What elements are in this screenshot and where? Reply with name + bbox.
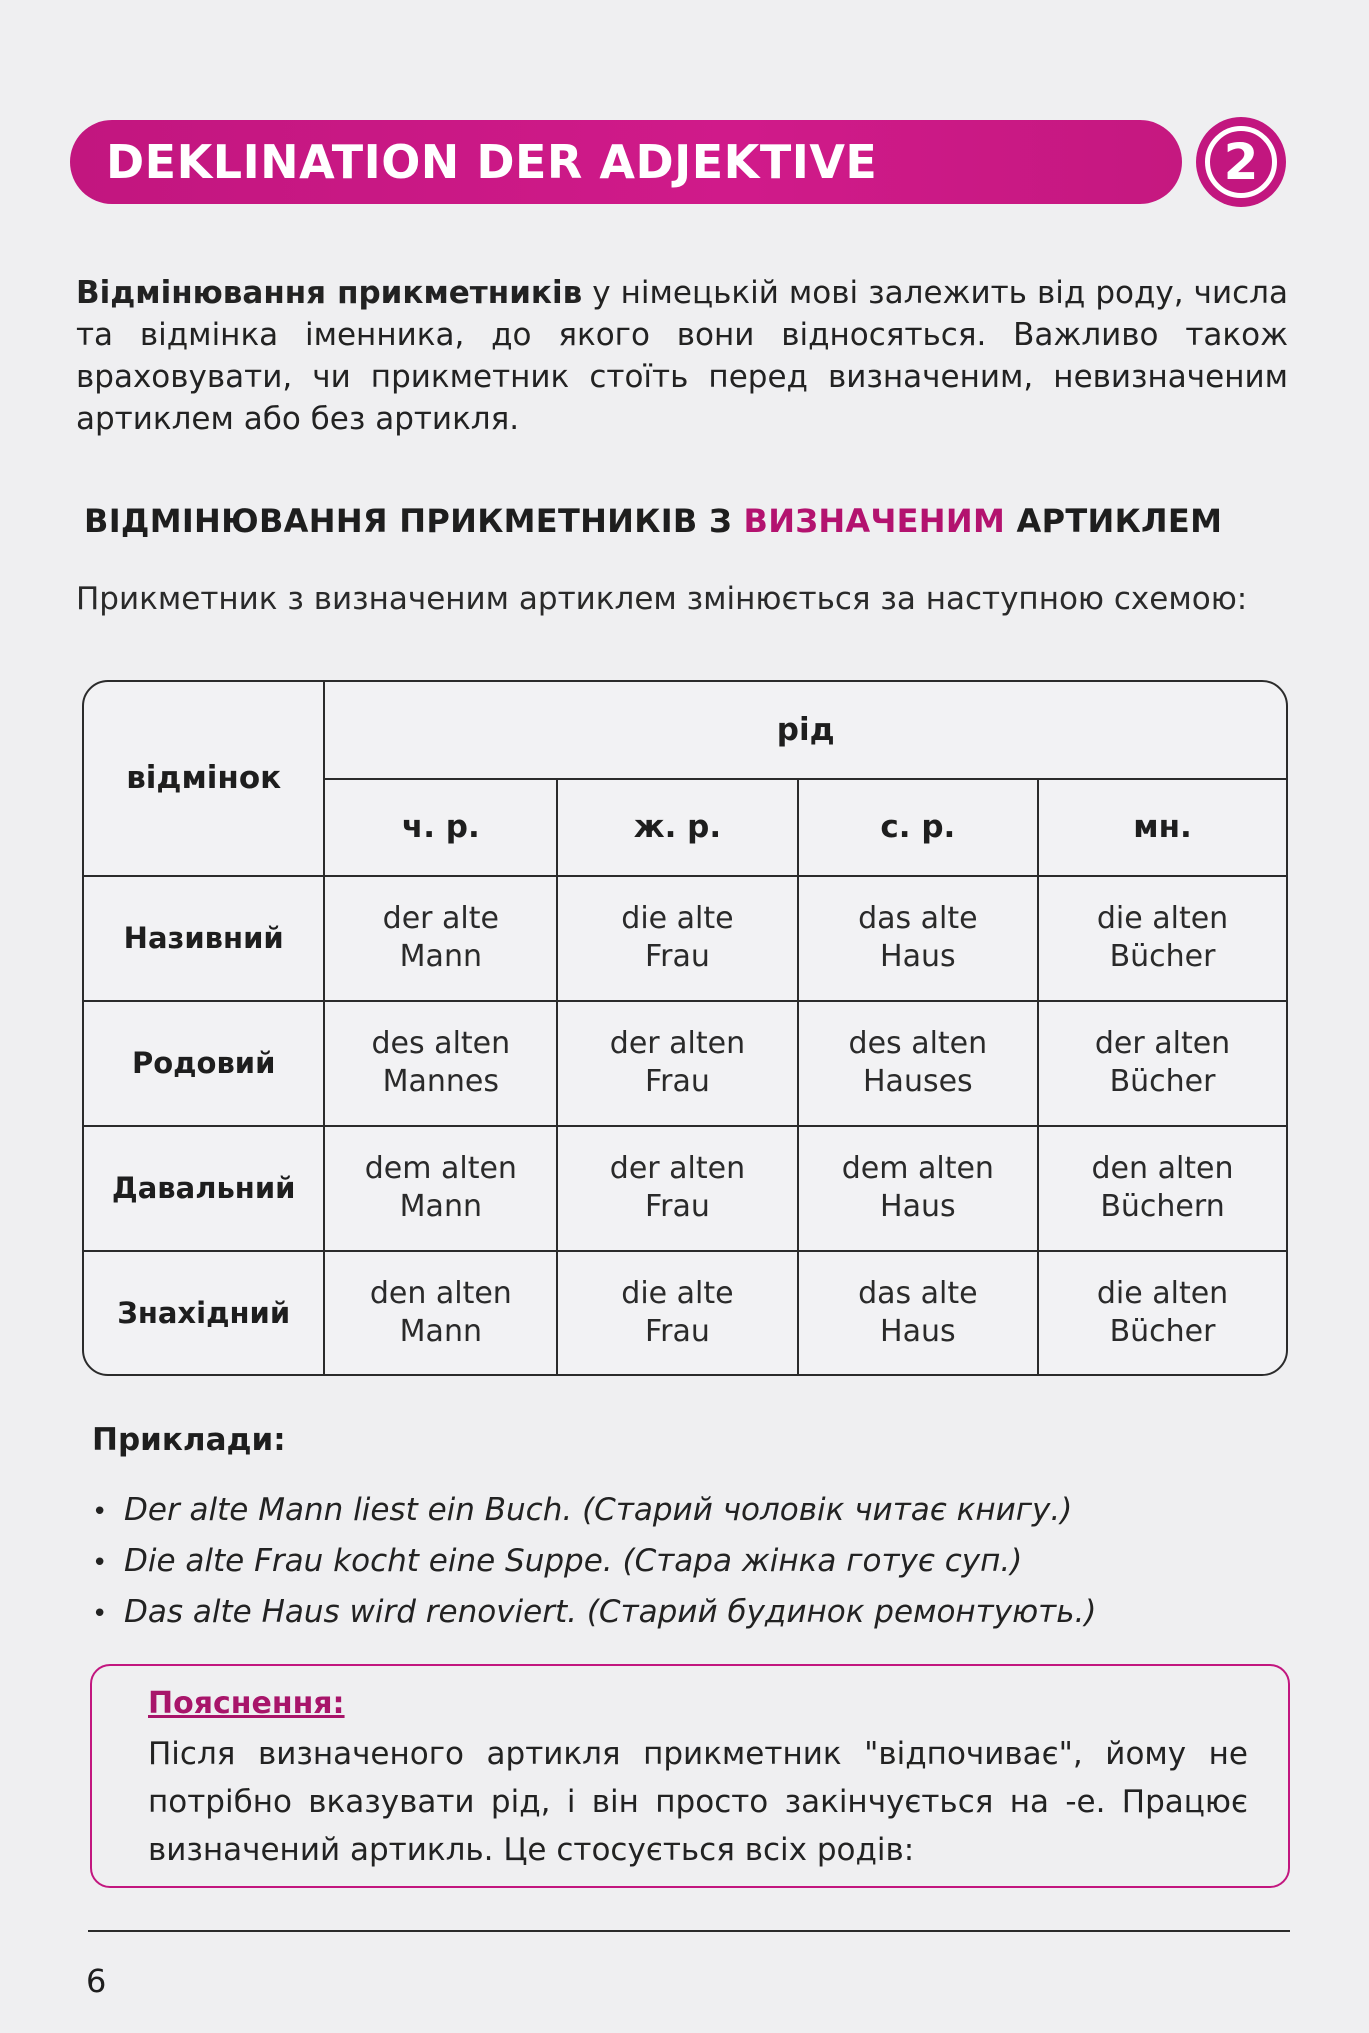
cell-line: Bücher xyxy=(1109,939,1216,975)
example-text: Das alte Haus wird renoviert. (Старий будинок ремонтують.) xyxy=(124,1594,1097,1630)
column-header-feminine: ж. р. xyxy=(557,779,797,876)
cell-line: Haus xyxy=(880,1189,956,1225)
list-item xyxy=(92,1588,1272,1639)
cell-line: Haus xyxy=(880,939,956,975)
gender-header: рід xyxy=(324,682,1286,779)
cell-line: den alten xyxy=(1091,1151,1234,1187)
cell-line: dem alten xyxy=(364,1151,517,1187)
chapter-title: DEKLINATION DER ADJEKTIVE xyxy=(106,135,878,189)
cell-line: des alten xyxy=(848,1026,988,1062)
bullet-icon: • xyxy=(92,1497,108,1527)
chapter-number-badge xyxy=(1196,117,1286,207)
column-header-plural: мн. xyxy=(1038,779,1286,876)
explanation-box xyxy=(90,1664,1290,1888)
cell-line: Frau xyxy=(645,1189,710,1225)
examples-title: Приклади: xyxy=(92,1422,286,1458)
table-cell xyxy=(557,1001,797,1126)
column-header-neuter: с. р. xyxy=(798,779,1038,876)
table-cell xyxy=(798,876,1038,1001)
cell-line: Mann xyxy=(399,1189,482,1225)
table-cell xyxy=(324,1251,557,1374)
cell-line: das alte xyxy=(858,901,978,937)
cell-line: dem alten xyxy=(841,1151,994,1187)
case-column-header: відмінок xyxy=(84,682,324,876)
section-lead: Прикметник з визначеним артиклем змінюється за наступною схемою: xyxy=(76,581,1248,617)
cell-line: des alten xyxy=(371,1026,511,1062)
table-cell xyxy=(557,1251,797,1374)
table-cell xyxy=(324,1001,557,1126)
list-item xyxy=(92,1537,1272,1588)
bullet-icon: • xyxy=(92,1548,108,1578)
cell-line: Bücher xyxy=(1109,1313,1216,1349)
intro-text: у німецькій мові залежить від роду, числа та відмінка іменника, до якого вони відносяться. Важливо також враховувати, чи прикметник стоїть перед визначеним, невизначеним артиклем або без артикля. xyxy=(76,275,1288,437)
cell-line: das alte xyxy=(858,1275,978,1311)
cell-line: Haus xyxy=(880,1313,956,1349)
cell-line: Hauses xyxy=(863,1064,973,1100)
cell-line: der alten xyxy=(609,1151,746,1187)
cell-line: die alten xyxy=(1096,901,1229,937)
cell-line: Frau xyxy=(645,1064,710,1100)
case-label: Родовий xyxy=(84,1001,324,1126)
case-label: Називний xyxy=(84,876,324,1001)
chapter-number: 2 xyxy=(1205,126,1277,198)
table-cell xyxy=(557,876,797,1001)
table-cell xyxy=(798,1126,1038,1251)
column-header-masculine: ч. р. xyxy=(324,779,557,876)
section-heading-part1: ВІДМІНЮВАННЯ ПРИКМЕТНИКІВ З xyxy=(84,502,744,540)
table-cell xyxy=(1038,1001,1286,1126)
intro-paragraph xyxy=(76,272,1288,440)
cell-line: die alte xyxy=(621,901,734,937)
explanation-title: Пояснення: xyxy=(148,1686,345,1721)
table-row-dative xyxy=(84,1126,1286,1251)
cell-line: Mannes xyxy=(382,1064,500,1100)
cell-line: der alten xyxy=(609,1026,746,1062)
cell-line: Frau xyxy=(645,1313,710,1349)
section-heading xyxy=(84,502,1284,540)
cell-line: Frau xyxy=(645,939,710,975)
cell-line: die alte xyxy=(621,1275,734,1311)
cell-line: die alten xyxy=(1096,1275,1229,1311)
section-heading-part2: АРТИКЛЕМ xyxy=(1005,502,1223,540)
table-row-nominative xyxy=(84,876,1286,1001)
case-label: Знахідний xyxy=(84,1251,324,1374)
page-number: 6 xyxy=(86,1962,107,2000)
section-heading-accent: ВИЗНАЧЕНИМ xyxy=(743,502,1006,540)
table-cell xyxy=(324,1126,557,1251)
table-cell xyxy=(1038,1251,1286,1374)
table-cell xyxy=(798,1251,1038,1374)
cell-line: der alten xyxy=(1094,1026,1231,1062)
cell-line: Bücher xyxy=(1109,1064,1216,1100)
cell-line: Büchern xyxy=(1100,1189,1225,1225)
cell-line: Mann xyxy=(399,1313,482,1349)
chapter-banner xyxy=(70,120,1182,204)
case-label: Давальний xyxy=(84,1126,324,1251)
table-row-genitive xyxy=(84,1001,1286,1126)
bullet-icon: • xyxy=(92,1599,108,1629)
cell-line: der alte xyxy=(382,901,499,937)
table-cell xyxy=(798,1001,1038,1126)
list-item xyxy=(92,1486,1272,1537)
table-cell xyxy=(557,1126,797,1251)
explanation-text: Після визначеного артикля прикметник "відпочиває", йому не потрібно вказувати рід, і він просто закінчується на -е. Працює визначений артикль. Це стосується всіх родів: xyxy=(148,1736,1248,1868)
table-row-accusative xyxy=(84,1251,1286,1374)
table-cell xyxy=(1038,876,1286,1001)
declension-table xyxy=(82,680,1288,1376)
examples-list xyxy=(92,1486,1272,1639)
cell-line: den alten xyxy=(369,1275,512,1311)
intro-bold-lead: Відмінювання прикметників xyxy=(76,275,583,311)
example-text: Der alte Mann liest ein Buch. (Старий чоловік читає книгу.) xyxy=(124,1492,1073,1528)
table-cell xyxy=(324,876,557,1001)
table-cell xyxy=(1038,1126,1286,1251)
example-text: Die alte Frau kocht eine Suppe. (Стара жінка готує суп.) xyxy=(124,1543,1023,1579)
footer-divider xyxy=(88,1930,1290,1932)
cell-line: Mann xyxy=(399,939,482,975)
